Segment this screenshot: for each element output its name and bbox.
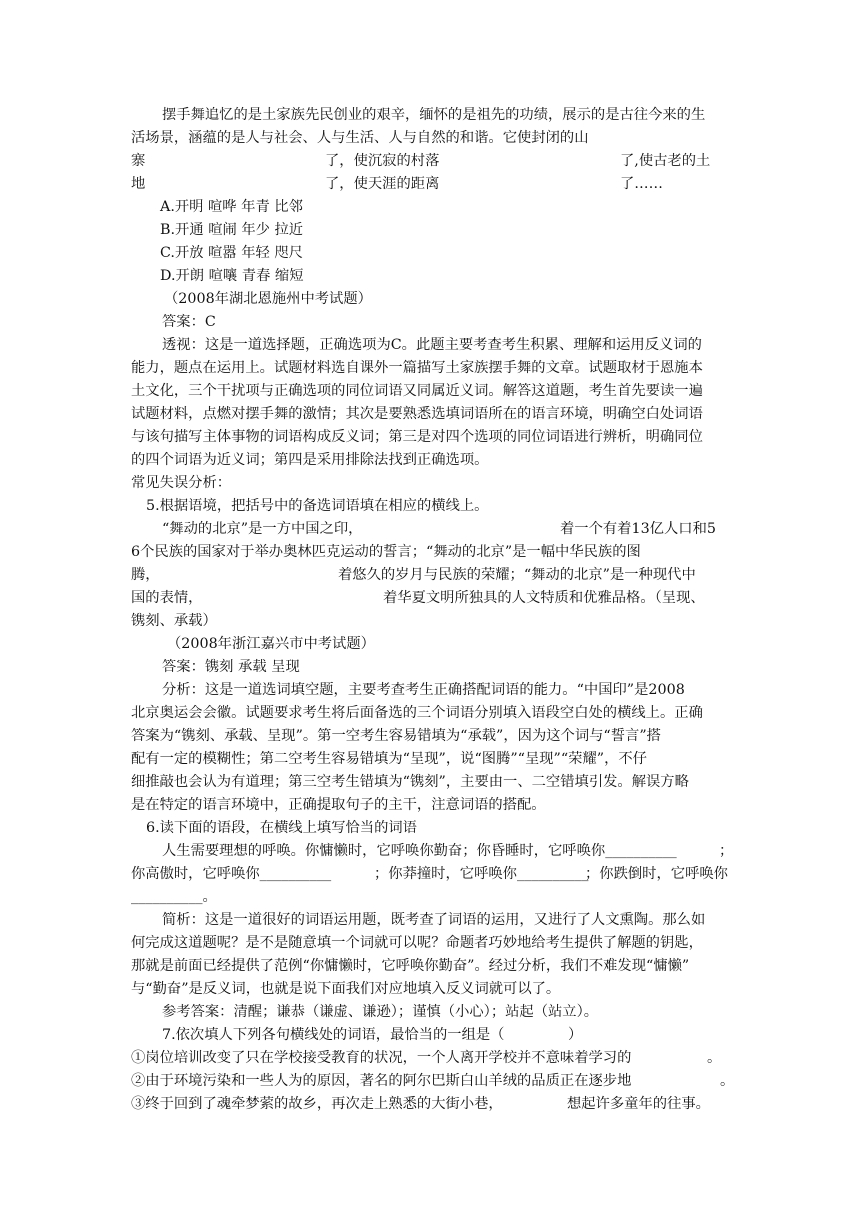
text-segment: 寨	[131, 153, 146, 169]
text-segment: 答案：C	[162, 314, 216, 330]
text-segment: ；你莽撞时，它呼唤你__________	[374, 866, 589, 882]
text-segment: D.开朗 喧嚷 青春 缩短	[160, 268, 304, 284]
text-segment: 答案为“镌刻、承载、呈现”。第一空考生容易错填为“承载”，因为这个词与“誓言”搭	[131, 728, 661, 744]
text-segment: 配有一定的模糊性；第二空考生容易错填为“呈现”，说“图腾”“呈现”“荣耀”，不仔	[131, 751, 647, 767]
text-segment: 透视：这是一道选择题，正确选项为C。此题主要考查考生积累、理解和运用反义词的	[162, 337, 702, 353]
text-segment: 了,使古老的土	[620, 153, 711, 169]
text-segment: __________。	[131, 889, 217, 905]
text-segment: ②由于环境污染和一些人为的原因，著名的阿尔巴斯白山羊绒的品质正在逐步地	[131, 1073, 632, 1089]
text-segment: 土文化，三个干扰项与正确选项的同位词语又同属近义词。解答这道题，考生首先要读一遍	[131, 383, 703, 399]
text-segment: 6.读下面的语段，在横线上填写恰当的词语	[146, 820, 417, 836]
text-segment: 试题材料，点燃对摆手舞的激情；其次是要熟悉选填词语所在的语言环境，明确空白处词语	[131, 406, 703, 422]
text-segment: 了，使沉寂的村落	[325, 153, 440, 169]
text-segment: 常见失误分析：	[131, 475, 232, 491]
text-segment: 你高傲时，它呼唤你__________	[131, 866, 332, 882]
text-segment: 腾，	[131, 567, 160, 583]
text-segment: 活场景，涵蕴的是人与社会、人与生活、人与自然的和谐。它使封闭的山	[131, 130, 589, 146]
text-segment: 摆手舞追忆的是土家族先民创业的艰辛，缅怀的是祖先的功绩，展示的是古往今来的生	[162, 107, 706, 123]
text-segment: 了……	[620, 176, 663, 192]
text-segment: ③终于回到了魂牵梦萦的故乡，再次走上熟悉的大街小巷，	[131, 1096, 503, 1112]
text-segment: 镌刻、承载）	[131, 613, 217, 629]
text-segment: 参考答案：清醒；谦恭（谦虚、谦逊）；谨慎（小心）；站起（站立）。	[162, 1004, 599, 1020]
text-segment: 。	[720, 1073, 735, 1089]
text-segment: 是在特定的语言环境中，正确提取句子的主干，注意词语的搭配。	[131, 797, 546, 813]
text-segment: （2008年浙江嘉兴市中考试题）	[167, 636, 375, 652]
text-segment: ）	[568, 1027, 583, 1043]
text-segment: 5.根据语境，把括号中的备选词语填在相应的横线上。	[146, 498, 489, 514]
text-segment: 何完成这道题呢？是不是随意填一个词就可以呢？命题者巧妙地给考生提供了解题的钥匙，	[131, 935, 703, 951]
text-segment: 想起许多童年的往事。	[567, 1096, 710, 1112]
text-segment: 6个民族的国家对于举办奥林匹克运动的誓言；“舞动的北京”是一幅中华民族的图	[131, 544, 641, 560]
text-segment: “舞动的北京”是一方中国之印，	[162, 521, 363, 537]
text-segment: 地	[131, 176, 146, 192]
text-segment: 着悠久的岁月与民族的荣耀；“舞动的北京”是一种现代中	[338, 567, 696, 583]
text-segment: 人生需要理想的呼唤。你慵懒时，它呼唤你勤奋；你昏睡时，它呼唤你__________	[162, 843, 677, 859]
text-segment: ；你跌倒时，它呼唤你	[585, 866, 728, 882]
text-segment: ；	[719, 843, 734, 859]
text-segment: 了，使天涯的距离	[325, 176, 440, 192]
text-segment: 分析：这是一道选词填空题，主要考查考生正确搭配词语的能力。“中国印”是2008	[162, 682, 685, 698]
text-segment: 能力，题点在运用上。试题材料选自课外一篇描写土家族摆手舞的文章。试题取材于恩施本	[131, 360, 703, 376]
text-segment: B.开通 喧闹 年少 拉近	[160, 222, 304, 238]
text-segment: A.开明 喧哗 年青 比邻	[160, 199, 303, 215]
text-segment: 与该句描写主体事物的词语构成反义词；第三是对四个选项的同位词语进行辨析，明确同位	[131, 429, 703, 445]
text-segment: C.开放 喧嚣 年轻 咫尺	[160, 245, 303, 261]
text-segment: 国的表情，	[131, 590, 203, 606]
text-segment: （2008年湖北恩施州中考试题）	[164, 291, 372, 307]
text-segment: 那就是前面已经提供了范例“你慵懒时，它呼唤你勤奋”。经过分析，我们不难发现“慵懒”	[131, 958, 690, 974]
text-segment: ①岗位培训改变了只在学校接受教育的状况，一个人离开学校并不意味着学习的	[131, 1050, 632, 1066]
text-segment: 的四个词语为近义词；第四是采用排除法找到正确选项。	[131, 452, 489, 468]
text-segment: 7.依次填人下列各句横线处的词语，最恰当的一组是（	[162, 1027, 505, 1043]
text-segment: 着一个有着13亿人口和5	[560, 521, 716, 537]
text-segment: 。	[707, 1050, 722, 1066]
text-segment: 着华夏文明所独具的人文特质和优雅品格。（呈现、	[383, 590, 705, 606]
text-segment: 与“勤奋”是反义词，也就是说下面我们对应地填入反义词就可以了。	[131, 981, 561, 997]
text-segment: 北京奥运会会徽。试题要求考生将后面备选的三个词语分别填入语段空白处的横线上。正确	[131, 705, 703, 721]
text-segment: 简析：这是一道很好的词语运用题，既考查了词语的运用，又进行了人文熏陶。那么如	[162, 912, 706, 928]
text-segment: 细推敲也会认为有道理；第三空考生错填为“镌刻”，主要由一、二空错填引发。解误方略	[131, 774, 689, 790]
text-segment: 答案：镌刻 承载 呈现	[162, 659, 300, 675]
